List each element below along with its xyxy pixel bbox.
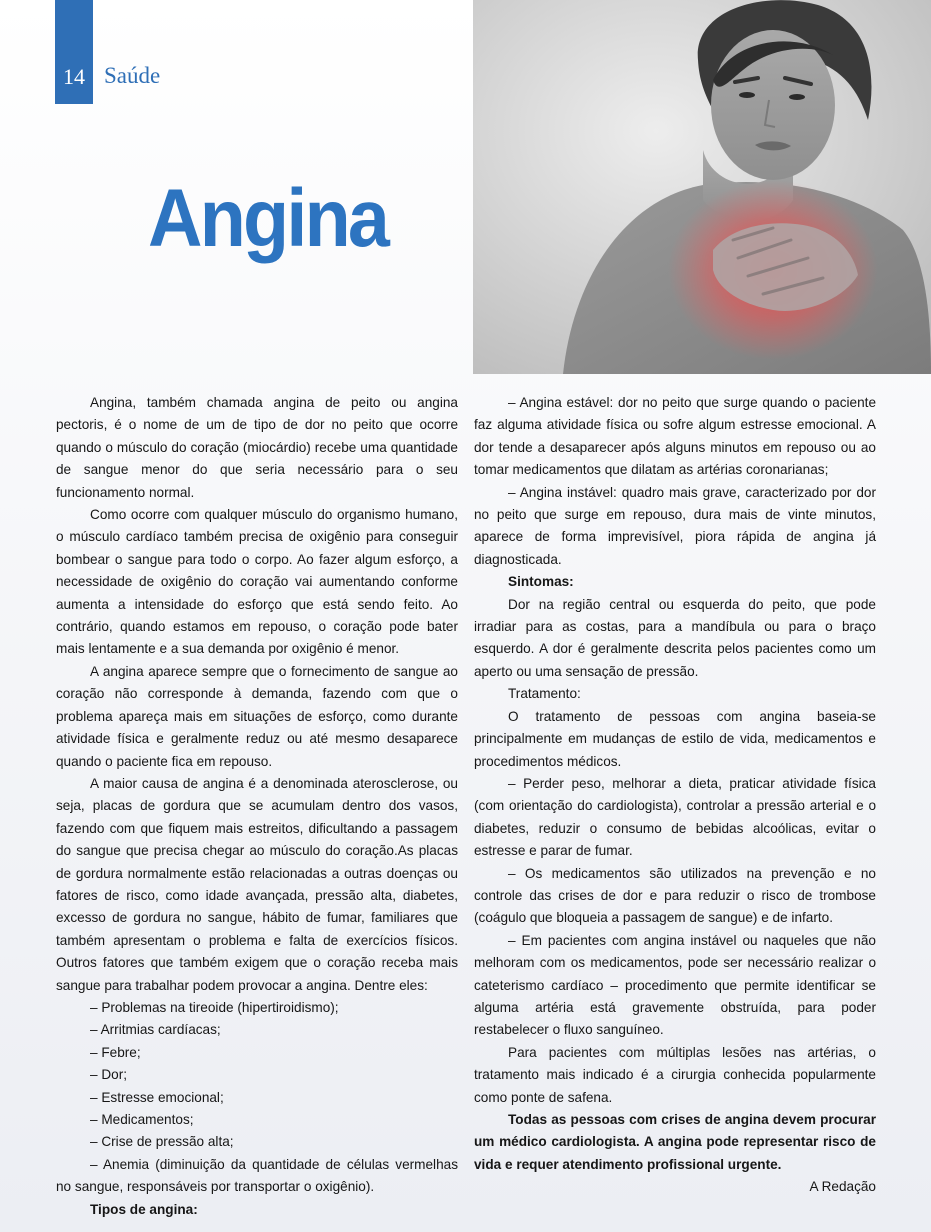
unstable-angina-paragraph: – Angina instável: quadro mais grave, caracterizado por dor no peito que surge em repouso, dura mais de vinte minutos, aparece de forma imprevisível, piora rápida de angina já diagnosticada. — [474, 484, 876, 567]
list-item: – Os medicamentos são utilizados na prevenção e no controle das crises de dor e para reduzir o risco de trombose (coágulo que bloqueia a passagem de sangue) e de infarto. — [474, 865, 876, 926]
symptoms-paragraph: Dor na região central ou esquerda do peito, que pode irradiar para as costas, para a mandíbula ou para o braço esquerdo. A dor é geralmente descrita pelos pacientes como um aperto ou uma sensação de pressão. — [474, 596, 876, 679]
list-item: – Crise de pressão alta; — [90, 1134, 234, 1150]
list-item: – Febre; — [90, 1044, 141, 1060]
treatment-heading: Tratamento: — [508, 686, 581, 702]
photo-illustration — [473, 0, 931, 374]
page-number: 14 — [63, 64, 85, 89]
list-item: – Dor; — [90, 1067, 128, 1083]
stable-angina-paragraph: – Angina estável: dor no peito que surge quando o paciente faz alguma atividade física ou sofre algum estresse emocional. A dor tende a desaparecer após alguns minutos em repouso ou ao tomar medicamentos que dilatam as artérias coronarianas; — [474, 395, 876, 478]
right-column — [474, 392, 876, 1199]
supply-paragraph: A angina aparece sempre que o fornecimento de sangue ao coração não corresponde à demanda, fazendo com que o problema apareça mais em situações de esforço, como durante atividade física e geralmente reduz ou até mesmo desaparece quando o paciente fica em repouso. — [56, 663, 458, 769]
woman-chest-pain-photo — [473, 0, 931, 374]
article-title: Angina — [148, 173, 388, 264]
left-column — [56, 392, 458, 1221]
symptoms-heading: Sintomas: — [508, 574, 574, 590]
list-item: – Problemas na tireoide (hipertiroidismo); — [90, 999, 339, 1015]
types-heading: Tipos de angina: — [90, 1201, 198, 1217]
surgery-paragraph: Para pacientes com múltiplas lesões nas artérias, o tratamento mais indicado é a cirurgia conhecida popularmente como ponte de safena. — [474, 1044, 876, 1105]
intro-paragraph: Angina, também chamada angina de peito ou angina pectoris, é o nome de um de tipo de dor no peito que ocorre quando o músculo do coração (miocárdio) recebe uma quantidade de sangue menor do que seria necessário para o seu funcionamento normal. — [56, 395, 458, 500]
list-item: – Estresse emocional; — [90, 1089, 224, 1105]
cause-paragraph: A maior causa de angina é a denominada aterosclerose, ou seja, placas de gordura que se acumulam dentro dos vasos, fazendo com que fiquem mais estreitos, dificultando a passagem do sangue que precisa chegar ao músculo do coração.As placas de gordura normalmente estão relacionadas a outras doenças ou fatores de risco, como idade avançada, pressão alta, diabetes, excesso de gordura no sangue, hábito de fumar, familiares que também apresentam o problema e falta de exercícios físicos. Outros fatores que também exigem que o coração receba mais sangue para trabalhar podem provocar a angina. Dentre eles: — [56, 775, 458, 993]
list-item: – Medicamentos; — [90, 1112, 194, 1127]
list-item: – Em pacientes com angina instável ou naqueles que não melhoram com os medicamentos, pode ser necessário realizar o cateterismo cardíaco – procedimento que permite identificar se alguma artéria está gravemente obstruída, para poder restabelecer o fluxo sanguíneo. — [474, 932, 876, 1038]
list-item: – Perder peso, melhorar a dieta, praticar atividade física (com orientação do cardiologista), controlar a pressão arterial e o diabetes, reduzir o consumo de bebidas alcoólicas, evitar o estresse e parar de fumar. — [474, 775, 876, 859]
page-number-tab — [55, 0, 93, 104]
oxygen-paragraph: Como ocorre com qualquer músculo do organismo humano, o músculo cardíaco também precisa de oxigênio para conseguir bombear o sangue para todo o corpo. Ao fazer algum esforço, a necessidade de oxigênio do coração vai aumentando conforme aumenta a intensidade do esforço que está sendo feito. Ao contrário, quando estamos em repouso, o coração pode bater mais lentamente e a sua demanda por oxigênio é menor. — [56, 507, 458, 657]
signature: A Redação — [809, 1179, 876, 1195]
list-item: – Arritmias cardíacas; — [90, 1022, 221, 1038]
warning-paragraph: Todas as pessoas com crises de angina devem procurar um médico cardiologista. A angina pode representar risco de vida e requer atendimento profissional urgente. — [474, 1112, 876, 1172]
treatment-intro: O tratamento de pessoas com angina baseia-se principalmente em mudanças de estilo de vida, medicamentos e procedimentos médicos. — [474, 708, 876, 769]
section-name: Saúde — [104, 63, 161, 88]
list-item: – Anemia (diminuição da quantidade de células vermelhas no sangue, responsáveis por transportar o oxigênio). — [56, 1156, 458, 1195]
